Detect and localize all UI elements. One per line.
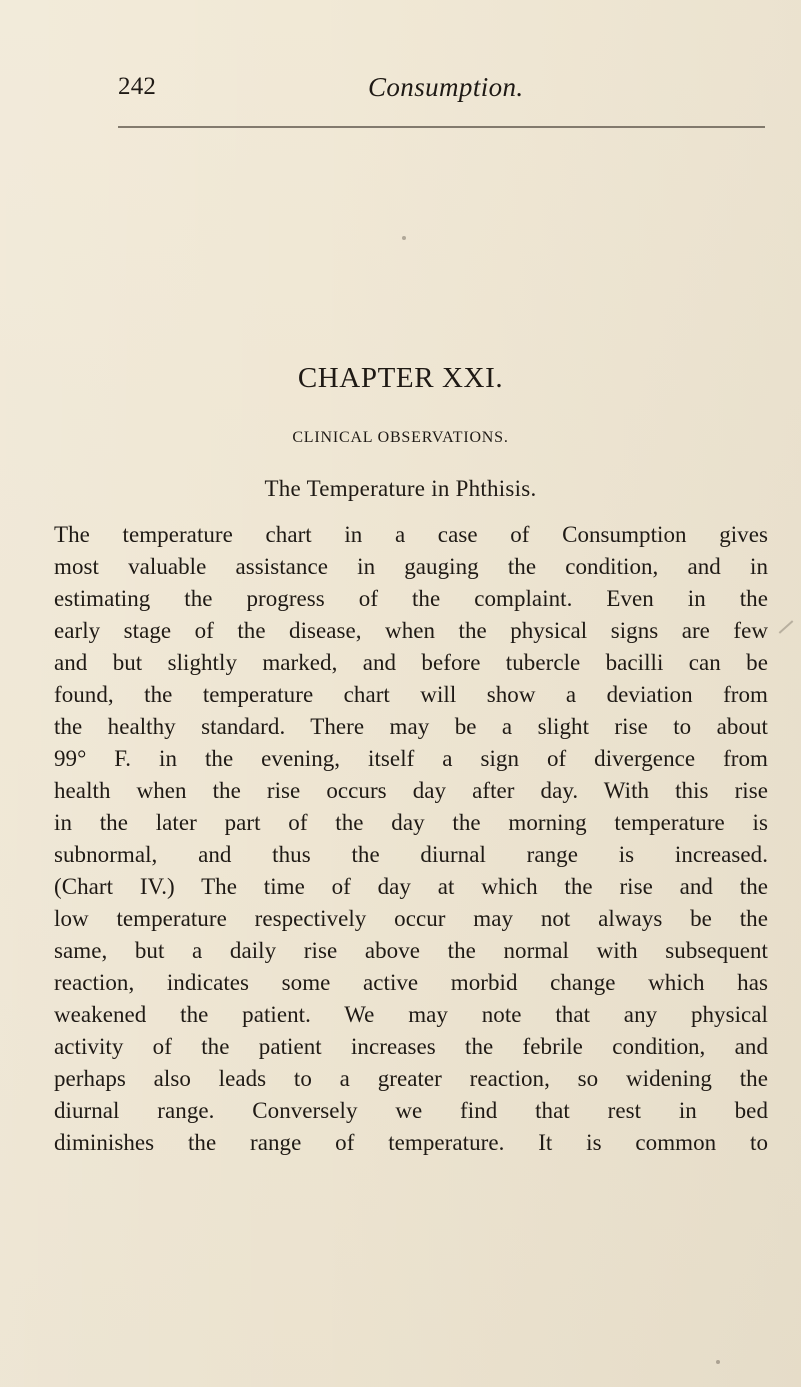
text-line: diminishes the range of temperature. It is common to [54,1130,768,1155]
text-line: 99° F. in the evening, itself a sign of divergence from [54,746,768,771]
paper-speck [716,1360,720,1364]
text-line: the healthy standard. There may be a slight rise to about [54,714,768,739]
text-line: activity of the patient increases the febrile condition, and [54,1034,768,1059]
section-heading: CLINICAL OBSERVATIONS. [292,429,509,446]
section-subheading: The Temperature in Phthisis. [264,476,537,501]
text-line: low temperature respectively occur may not always be the [54,906,768,931]
text-line: diurnal range. Conversely we find that rest in bed [54,1098,768,1123]
page-edge-mark [779,620,794,634]
text-line: early stage of the disease, when the physical signs are few [54,618,768,643]
chapter-heading: CHAPTER XXI. [297,362,504,394]
text-line: and but slightly marked, and before tubercle bacilli can be [54,650,768,675]
header-rule [118,126,765,128]
text-line: perhaps also leads to a greater reaction, so widening the [54,1066,768,1091]
text-line: weakened the patient. We may note that any physical [54,1002,768,1027]
page-number: 242 [118,73,157,100]
paper-speck [402,236,406,240]
text-line: health when the rise occurs day after day. With this rise [54,778,768,803]
text-line: subnormal, and thus the diurnal range is increased. [54,842,768,867]
text-line: reaction, indicates some active morbid change which has [54,970,768,995]
running-head [118,74,768,114]
text-line: (Chart IV.) The time of day at which the rise and the [54,874,768,899]
text-line: in the later part of the day the morning temperature is [54,810,768,835]
running-title: Consumption. [368,72,524,102]
body-text [54,519,768,1159]
text-line: found, the temperature chart will show a deviation from [54,682,768,707]
text-line: same, but a daily rise above the normal with subsequent [54,938,768,963]
text-line: estimating the progress of the complaint. Even in the [54,586,768,611]
text-line: most valuable assistance in gauging the condition, and in [54,554,768,579]
text-line: The temperature chart in a case of Consumption gives [54,522,768,547]
